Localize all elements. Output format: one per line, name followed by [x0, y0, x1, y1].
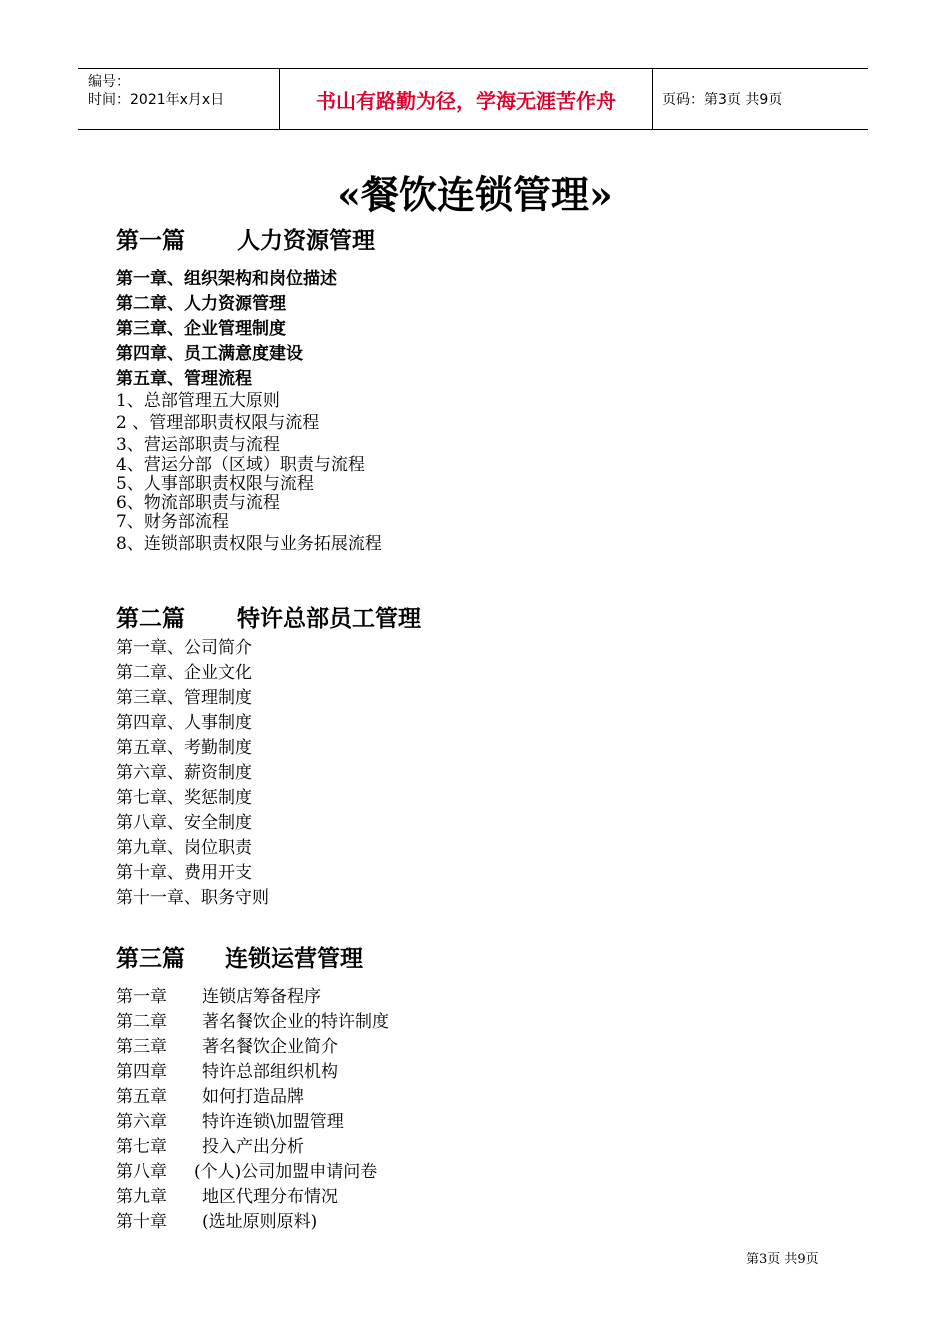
part3-chapter: [116, 1007, 389, 1032]
part1-item: 8、连锁部职责权限与业务拓展流程: [116, 534, 382, 554]
part1-item: 6、物流部职责与流程: [116, 493, 280, 513]
part2-chapter: 第一章、公司简介: [116, 638, 252, 658]
page-header: [78, 68, 868, 130]
chapter-number: 第二章: [116, 1012, 167, 1032]
part1-item: 2 、管理部职责权限与流程: [116, 413, 320, 433]
part1-item: 5、人事部职责权限与流程: [116, 474, 314, 494]
chapter-title: 如何打造品牌: [202, 1087, 304, 1107]
part3-number: 第三篇: [116, 946, 185, 972]
part2-chapter: 第四章、人事制度: [116, 713, 252, 733]
header-page-cell: [652, 69, 868, 129]
part1-item: 4、营运分部（区域）职责与流程: [116, 455, 365, 475]
chapter-number: 第一章: [116, 987, 167, 1007]
part3-chapter: [116, 982, 321, 1007]
part3-chapter: [116, 1157, 377, 1182]
part1-chapter: 第五章、管理流程: [116, 369, 252, 389]
part1-heading: [116, 222, 375, 255]
part1-chapter: 第一章、组织架构和岗位描述: [116, 269, 337, 289]
chapter-title: (个人)公司加盟申请问卷: [194, 1162, 378, 1182]
part2-chapter: 第三章、管理制度: [116, 688, 252, 708]
part3-chapter: [116, 1207, 317, 1232]
header-meta: [78, 69, 278, 129]
part2-chapter: 第八章、安全制度: [116, 813, 252, 833]
part2-chapter: 第九章、岗位职责: [116, 838, 252, 858]
part2-number: 第二篇: [116, 606, 185, 632]
header-motto: 书山有路勤为径，学海无涯苦作舟: [316, 88, 616, 113]
time-label: 时间：2021年x月x日: [88, 92, 225, 108]
part1-title: 人力资源管理: [237, 228, 375, 254]
chapter-title: 特许总部组织机构: [202, 1062, 338, 1082]
part1-number: 第一篇: [116, 228, 185, 254]
part3-chapter: [116, 1132, 304, 1157]
part3-title: 连锁运营管理: [225, 946, 363, 972]
chapter-title: 著名餐饮企业的特许制度: [202, 1012, 389, 1032]
chapter-title: 著名餐饮企业简介: [202, 1037, 338, 1057]
chapter-number: 第三章: [116, 1037, 167, 1057]
part2-chapter: 第六章、薪资制度: [116, 763, 252, 783]
part3-chapter: [116, 1032, 338, 1057]
chapter-title: (选址原则原料): [202, 1212, 318, 1232]
part3-chapter: [116, 1107, 344, 1132]
part3-chapter: [116, 1182, 338, 1207]
part1-chapter: 第四章、员工满意度建设: [116, 344, 303, 364]
chapter-title: 连锁店筹备程序: [202, 987, 321, 1007]
document-title: «餐饮连锁管理»: [337, 172, 613, 217]
part1-item: 1、总部管理五大原则: [116, 391, 280, 411]
part2-chapter: 第七章、奖惩制度: [116, 788, 252, 808]
part1-chapter: 第二章、人力资源管理: [116, 294, 286, 314]
chapter-number: 第九章: [116, 1187, 167, 1207]
part1-chapter: 第三章、企业管理制度: [116, 319, 286, 339]
part2-chapter: 第十章、费用开支: [116, 863, 252, 883]
chapter-title: 地区代理分布情况: [202, 1187, 338, 1207]
chapter-number: 第八章: [116, 1162, 167, 1182]
header-page-label: 页码：第3页 共9页: [662, 92, 783, 108]
part3-chapter: [116, 1082, 304, 1107]
part3-chapter: [116, 1057, 338, 1082]
part2-chapter: 第十一章、职务守则: [116, 888, 269, 908]
chapter-title: 特许连锁\加盟管理: [202, 1112, 344, 1132]
part1-item: 7、财务部流程: [116, 512, 229, 532]
part2-chapter: 第二章、企业文化: [116, 663, 252, 683]
chapter-number: 第五章: [116, 1087, 167, 1107]
part2-chapter: 第五章、考勤制度: [116, 738, 252, 758]
chapter-number: 第四章: [116, 1062, 167, 1082]
chapter-number: 第十章: [116, 1212, 167, 1232]
header-motto-cell: [279, 69, 653, 129]
page-footer: 第3页 共9页: [746, 1252, 819, 1267]
part2-title: 特许总部员工管理: [237, 606, 421, 632]
chapter-title: 投入产出分析: [202, 1137, 304, 1157]
part1-item: 3、营运部职责与流程: [116, 435, 280, 455]
number-label: 编号：: [88, 74, 130, 90]
chapter-number: 第六章: [116, 1112, 167, 1132]
chapter-number: 第七章: [116, 1137, 167, 1157]
part3-heading: [116, 940, 363, 973]
part2-heading: [116, 600, 421, 633]
